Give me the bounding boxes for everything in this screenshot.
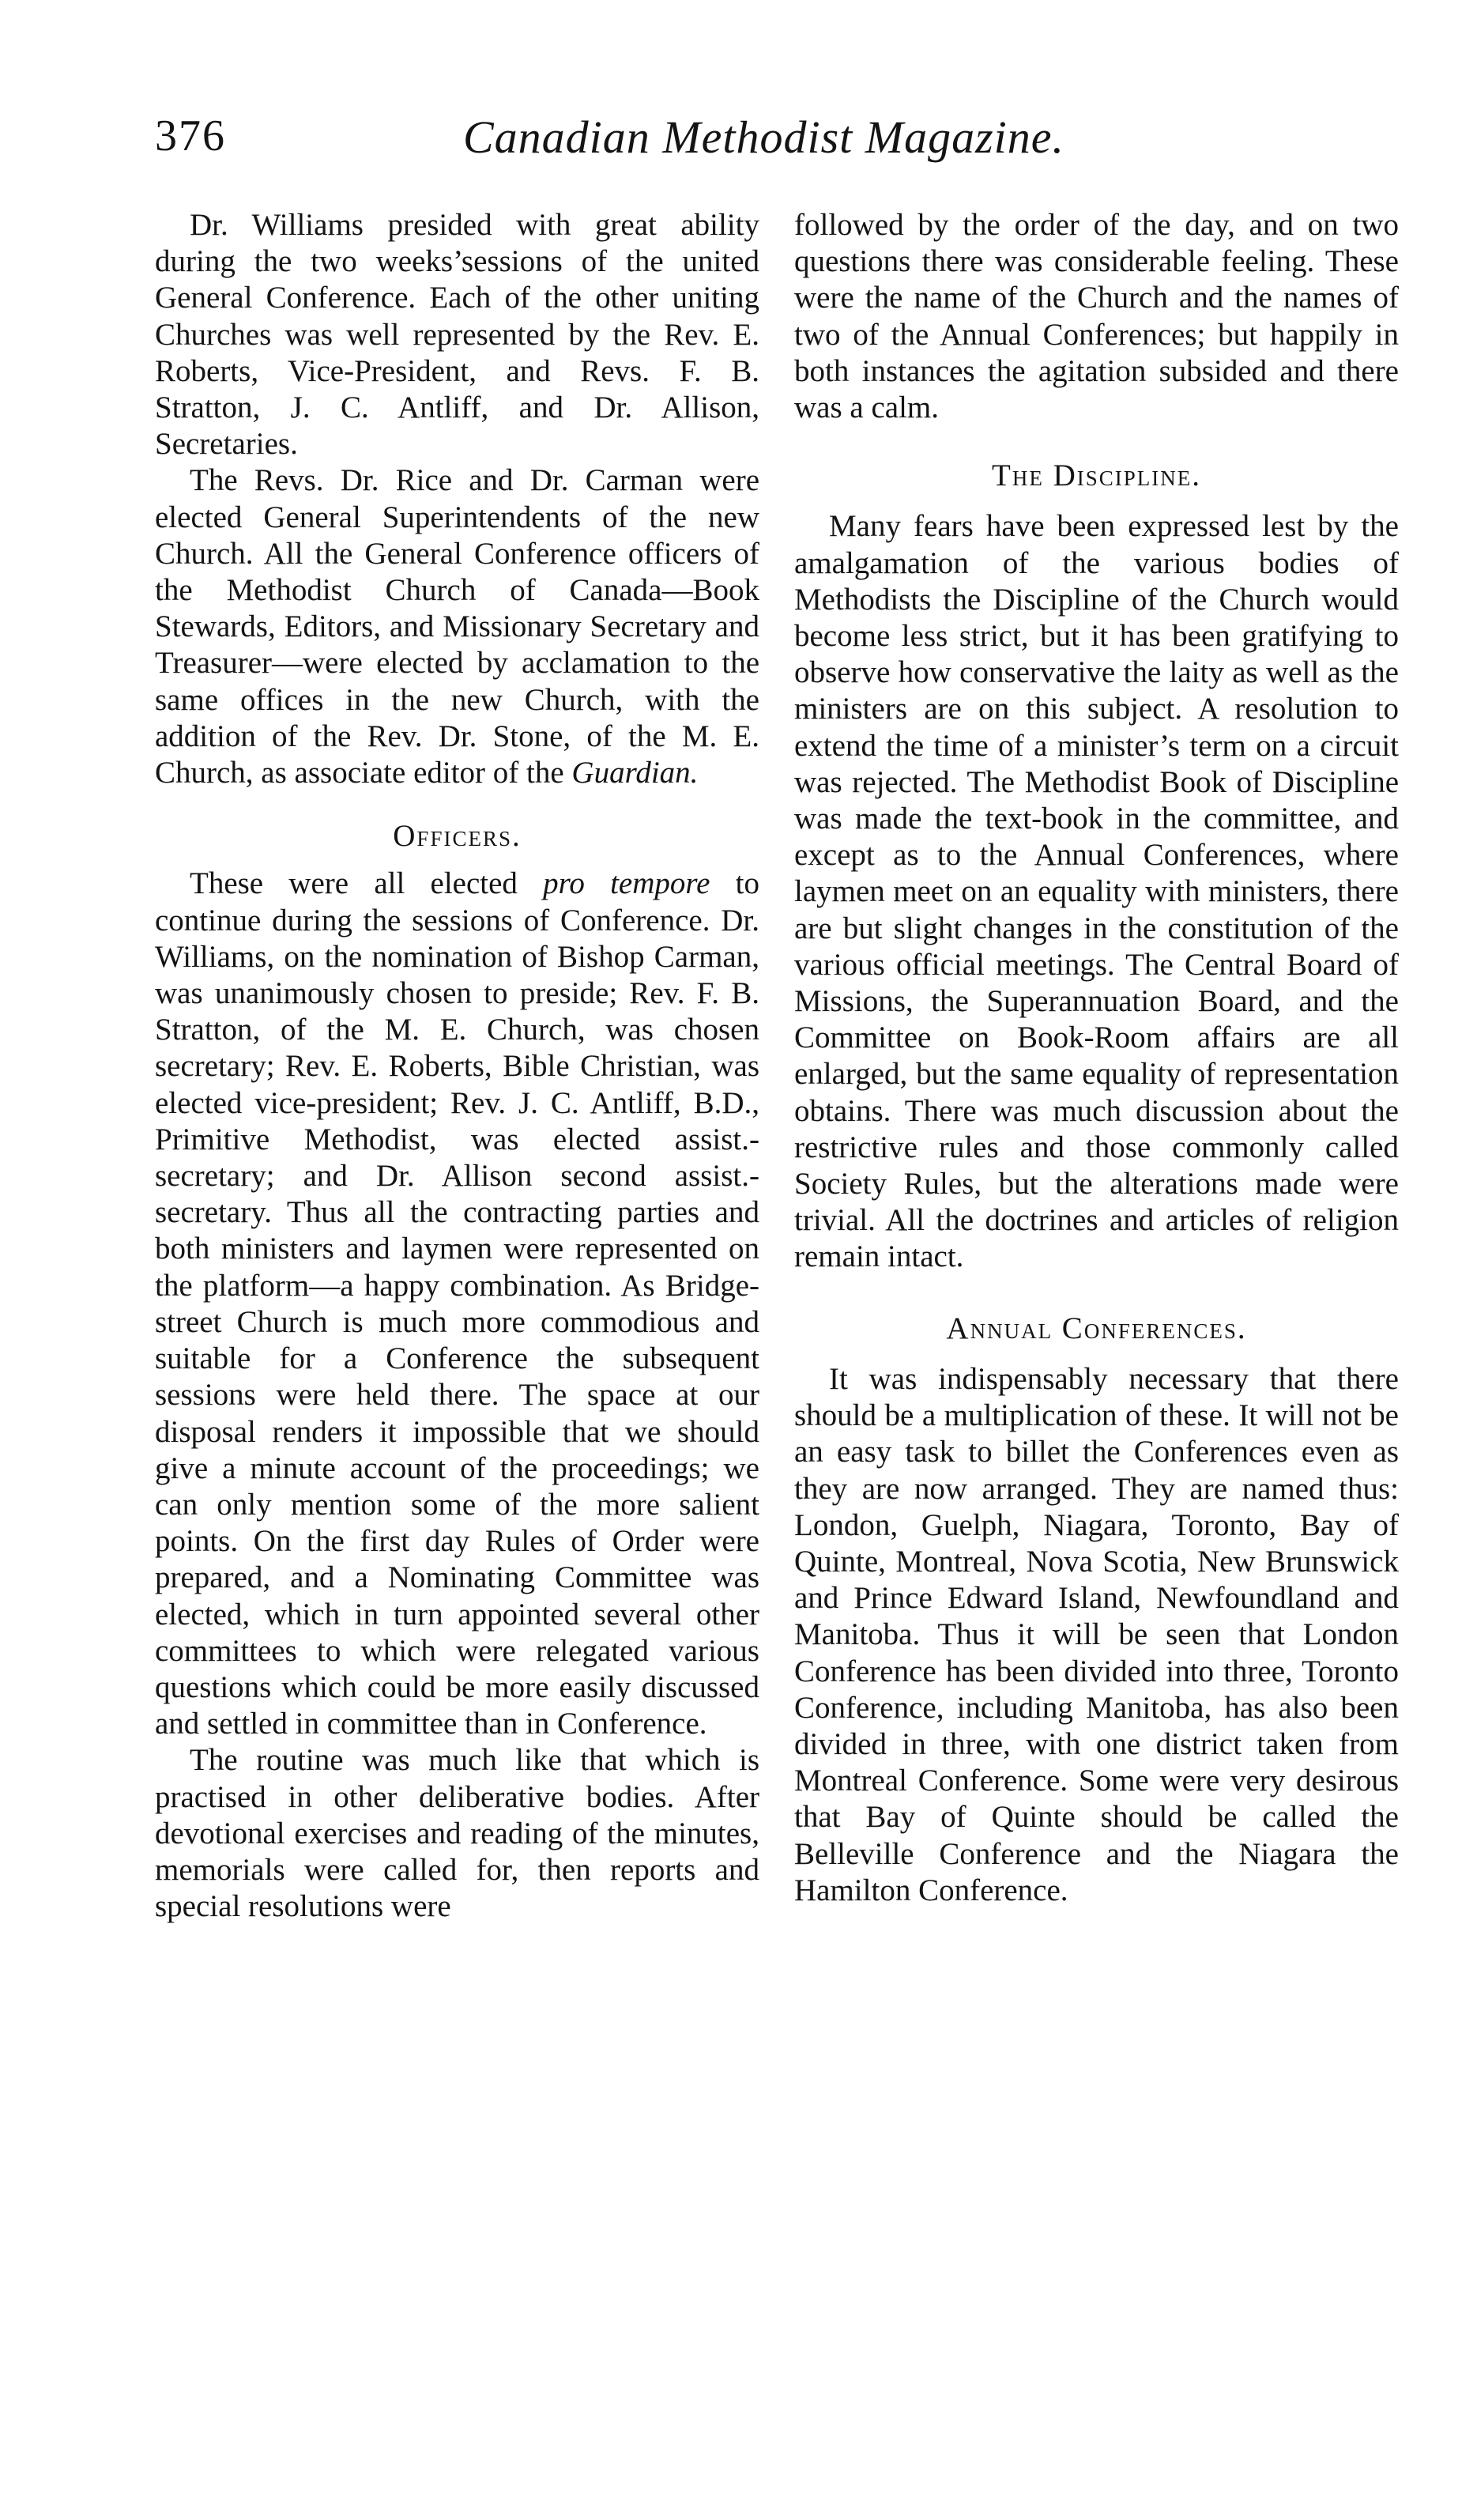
paragraph-officers-text: to continue during the sessions of Conference. Dr. Williams, on the nomination of Bishop Carman, was unanimously chosen to preside; Rev. F. B. Stratton, of the M. E. Church, was chosen secretary; Rev. E. Roberts, Bible Christian, was elected vice-president; Rev. J. C. Antliff, B.D., Primitive Methodist, was elected assist.-secretary; and Dr. Allison second assist.-secretary. Thus all the contracting parties and both ministers and laymen were represented on the platform—a happy combination. As Bridge-street Church is much more commodious and suitable for a Conference the subsequent sessions were held there. The space at our disposal renders it impossible that we should give a minute account of the proceedings; we can only mention some of the more salient points. On the first day Rules of Order were prepared, and a Nominating Committee was elected, which in turn appointed several other committees to which were relegated various questions which could be more easily discussed and settled in committee than in Conference. — [155, 866, 759, 1741]
right-column — [794, 207, 1399, 1909]
heading-officers: Officers. — [393, 819, 522, 854]
paragraph-superintendents-text: The Revs. Dr. Rice and Dr. Carman were elected General Superintendents of the new Church. All the General Conference officers of the Methodist Church of Canada—Book Stewards, Editors, and Missionary Secretary and Treasurer—were elected by acclamation to the same offices in the new Church, with the addition of the Rev. Dr. Stone, of the M. E. Church, as associate editor of the — [155, 463, 759, 790]
left-column — [155, 207, 759, 1925]
paragraph-order-of-day: followed by the order of the day, and on two questions there was considerable feeling. These were the name of the Church and the names of two of the Annual Conferences; but happily in both instances the agitation subsided and there was a calm. — [794, 208, 1399, 425]
guardian-title: Guardian. — [571, 756, 699, 790]
paragraph-officers — [155, 866, 759, 1742]
paragraph-discipline: Many fears have been expressed lest by the amalgamation of the various bodies of Methodists the Discipline of the Church would become less strict, but it has been gratifying to observe how conservative the laity as well as the ministers are on this subject. A resolution to extend the time of a minister’s term on a circuit was rejected. The Methodist Book of Discipline was made the text-book in the committee, and except as to the Annual Conferences, where laymen meet on an equality with ministers, there are but slight changes in the constitution of the various official meetings. The Central Board of Missions, the Superannuation Board, and the Committee on Book-Room affairs are all enlarged, but the same equality of representation obtains. There was much discussion about the restrictive rules and those commonly called Society Rules, but the alterations made were trivial. All the doctrines and articles of religion remain intact. — [794, 509, 1399, 1274]
paragraph-officers-lead: These were all elected — [190, 866, 544, 901]
journal-title: Canadian Methodist Magazine. — [463, 111, 1065, 163]
paragraph-superintendents — [155, 462, 759, 791]
paragraph-routine: The routine was much like that which is practised in other deliberative bodies. After devotional exercises and reading of the minutes, memorials were called for, then reports and special resolutions were — [155, 1743, 759, 1924]
paragraph-annual-conferences: It was indispensably necessary that there should be a multiplication of these. It will not be an easy task to billet the Conferences even as they are now arranged. They are named thus: London, Guelph, Niagara, Toronto, Bay of Quinte, Montreal, Nova Scotia, New Brunswick and Prince Edward Island, Newfoundland and Manitoba. Thus it will be seen that London Conference has been divided into three, Toronto Conference, including Manitoba, has also been divided in three, with one district taken from Montreal Conference. Some were very desirous that Bay of Quinte should be called the Belleville Conference and the Niagara the Hamilton Conference. — [794, 1361, 1399, 1907]
pro-tempore-phrase: pro tempore — [543, 866, 710, 901]
running-head — [155, 111, 1388, 174]
page-number: 376 — [155, 111, 226, 160]
heading-discipline: The Discipline. — [992, 458, 1201, 493]
paragraph-presiding: Dr. Williams presided with great ability during the two weeks’sessions of the united General Conference. Each of the other uniting Churches was well represented by the Rev. E. Roberts, Vice-President, and Revs. F. B. Stratton, J. C. Antliff, and Dr. Allison, Secretaries. — [155, 208, 759, 462]
heading-annual-conferences: Annual Conferences. — [946, 1311, 1247, 1345]
